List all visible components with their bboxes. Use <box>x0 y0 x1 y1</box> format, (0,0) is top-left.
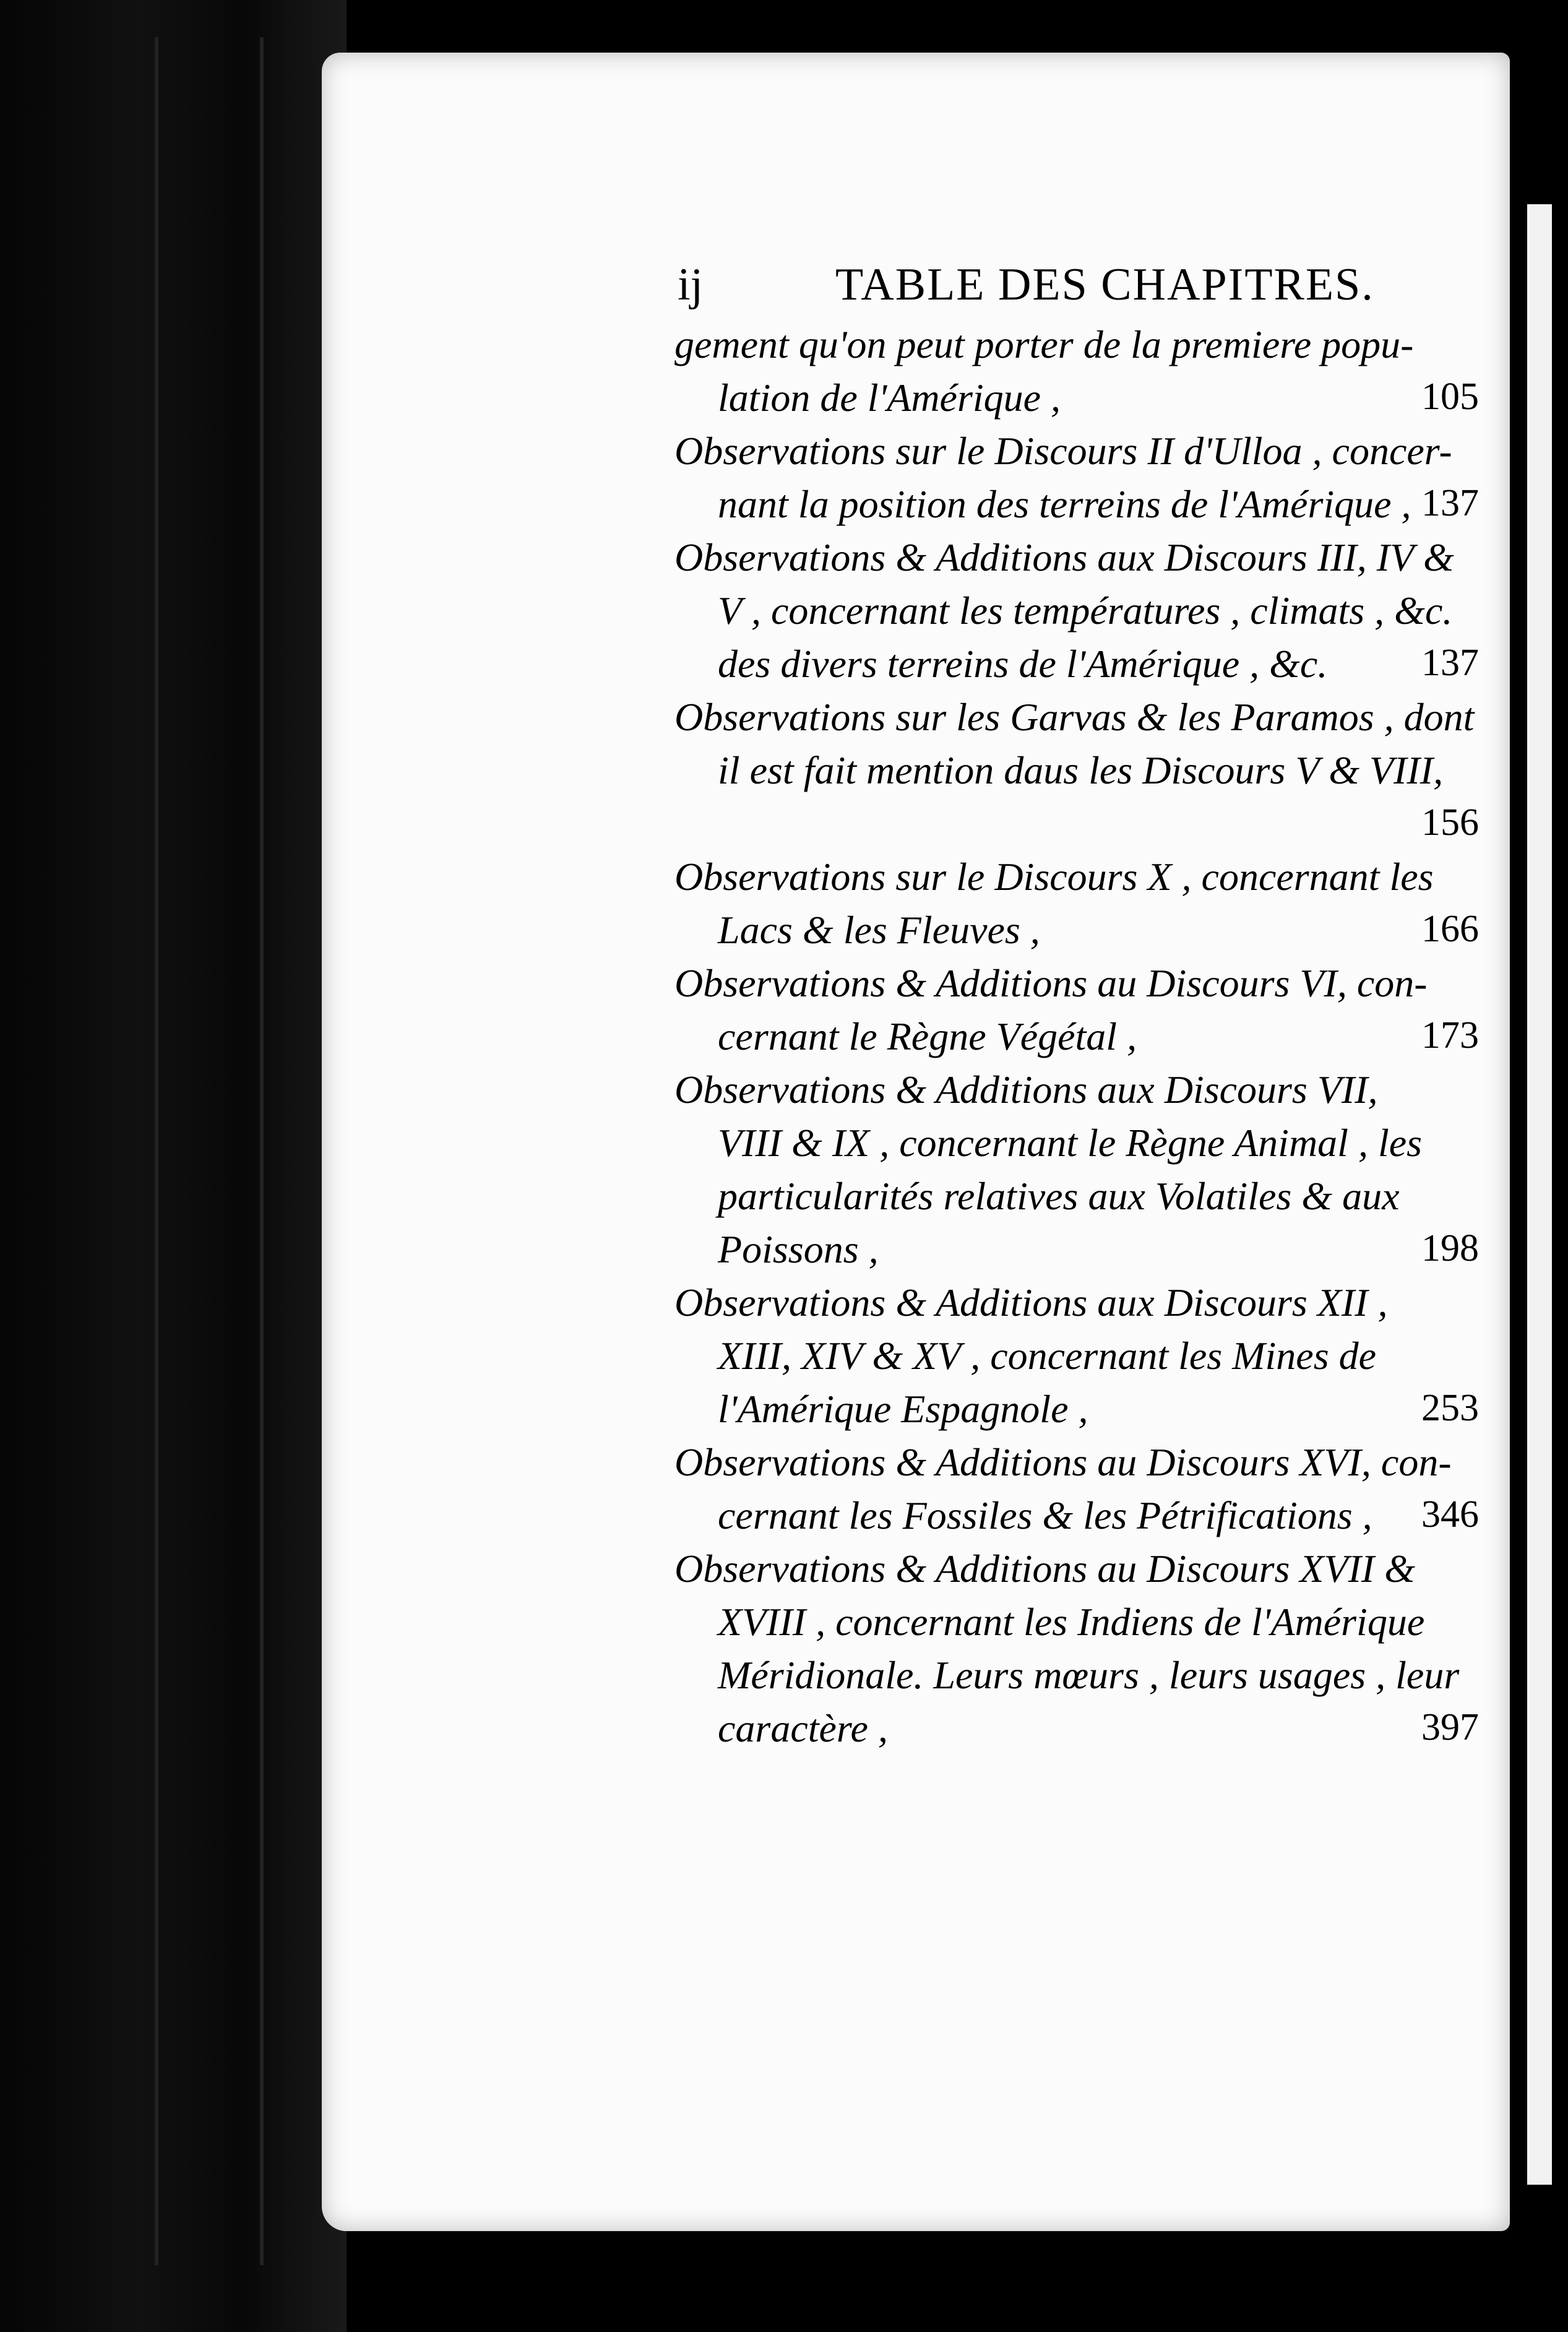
toc-entry-text: Observations & Additions au Discours XVII & <box>674 1547 1415 1591</box>
toc-entry-text: cernant le Règne Végétal , <box>718 1014 1137 1058</box>
spine-texture <box>260 37 264 2265</box>
toc-entry-line <box>674 854 1479 907</box>
toc-entry-text: Observations & Additions au Discours VI, con- <box>674 961 1428 1005</box>
toc-entry-line <box>674 748 1479 801</box>
toc-entry <box>674 961 1479 1067</box>
toc-entry-text: VIII & IX , concernant le Règne Animal , les <box>718 1121 1423 1165</box>
toc-entry-text: Lacs & les Fleuves , <box>718 908 1040 952</box>
toc-entry-text: caractère , <box>718 1706 888 1750</box>
toc-entry-line <box>674 482 1479 535</box>
toc-entry-line <box>674 322 1479 375</box>
toc-page-number: 346 <box>1421 1493 1479 1535</box>
toc-entry-text: il est fait mention daus les Discours V & VIII, <box>718 748 1444 792</box>
toc-entry <box>674 694 1479 854</box>
toc-entry-text: Observations & Additions aux Discours VII, <box>674 1068 1378 1112</box>
toc-entry-line <box>674 1227 1479 1280</box>
toc-entry-line <box>674 1546 1479 1599</box>
toc-entry-text: Observations & Additions aux Discours III, IV & <box>674 535 1454 579</box>
toc-entry-line <box>674 1120 1479 1173</box>
toc-entry-line <box>674 961 1479 1014</box>
toc-page-number: 105 <box>1421 376 1479 418</box>
toc-entry-line <box>674 801 1479 854</box>
toc-entry-text: lation de l'Amérique , <box>718 376 1061 420</box>
folio-number: ij <box>678 259 704 310</box>
spine-texture <box>155 37 158 2265</box>
toc-entry-text: Observations sur le Discours X , concernant les <box>674 855 1434 899</box>
table-of-contents <box>674 322 1479 1759</box>
toc-entry-text: l'Amérique Espagnole , <box>718 1387 1088 1431</box>
toc-entry-text: gement qu'on peut porter de la premiere popu- <box>674 322 1414 366</box>
toc-entry <box>674 1067 1479 1280</box>
toc-entry <box>674 1546 1479 1759</box>
book-spine <box>0 0 347 2332</box>
toc-entry-line <box>674 907 1479 961</box>
toc-page-number: 166 <box>1421 908 1479 950</box>
page-header <box>678 259 1501 314</box>
toc-entry-text: des divers terreins de l'Amérique , &c. <box>718 642 1328 686</box>
toc-page-number: 156 <box>1421 801 1479 844</box>
toc-entry <box>674 1440 1479 1546</box>
toc-entry-text: cernant les Fossiles & les Pétrifications , <box>718 1493 1372 1537</box>
toc-entry-text: Observations & Additions au Discours XVI, con- <box>674 1440 1452 1484</box>
toc-entry-line <box>674 1493 1479 1546</box>
toc-entry <box>674 854 1479 961</box>
toc-entry-line <box>674 1280 1479 1333</box>
toc-page-number: 137 <box>1421 642 1479 684</box>
toc-entry <box>674 322 1479 428</box>
toc-entry-line <box>674 428 1479 482</box>
toc-entry-line <box>674 375 1479 428</box>
toc-entry-text: Observations & Additions aux Discours XII , <box>674 1280 1388 1324</box>
toc-page-number: 253 <box>1421 1387 1479 1429</box>
toc-entry-line <box>674 535 1479 588</box>
toc-page-number: 137 <box>1421 482 1479 524</box>
toc-entry-line <box>674 1067 1479 1120</box>
toc-entry-line <box>674 1599 1479 1652</box>
toc-entry-line <box>674 641 1479 694</box>
next-page-sliver <box>1527 204 1552 2185</box>
toc-entry <box>674 428 1479 535</box>
toc-page-number: 173 <box>1421 1014 1479 1056</box>
toc-entry-line <box>674 1706 1479 1759</box>
toc-entry-line <box>674 1333 1479 1386</box>
toc-entry-line <box>674 1014 1479 1067</box>
toc-entry <box>674 1280 1479 1440</box>
toc-entry-text: XIII, XIV & XV , concernant les Mines de <box>718 1334 1376 1378</box>
toc-entry-text: XVIII , concernant les Indiens de l'Amérique <box>718 1600 1425 1644</box>
toc-page-number: 198 <box>1421 1227 1479 1269</box>
running-title: TABLE DES CHAPITRES. <box>835 259 1374 310</box>
toc-entry-text: Méridionale. Leurs mœurs , leurs usages , leur <box>718 1653 1460 1697</box>
toc-entry-text: Observations sur le Discours II d'Ulloa , concer- <box>674 429 1452 473</box>
toc-entry-text: particularités relatives aux Volatiles & aux <box>718 1174 1400 1218</box>
toc-entry-line <box>674 1652 1479 1706</box>
toc-entry-line <box>674 588 1479 641</box>
toc-entry-text: V , concernant les températures , climats , &c. <box>718 589 1453 633</box>
toc-entry-line <box>674 1173 1479 1227</box>
toc-entry-text: Observations sur les Garvas & les Paramos , dont <box>674 695 1475 739</box>
toc-entry <box>674 535 1479 694</box>
toc-page-number: 397 <box>1421 1706 1479 1748</box>
toc-entry-line <box>674 1440 1479 1493</box>
toc-entry-text: Poissons , <box>718 1227 879 1271</box>
toc-entry-text: nant la position des terreins de l'Amérique , <box>718 482 1411 526</box>
toc-entry-line <box>674 694 1479 748</box>
toc-entry-line <box>674 1386 1479 1440</box>
